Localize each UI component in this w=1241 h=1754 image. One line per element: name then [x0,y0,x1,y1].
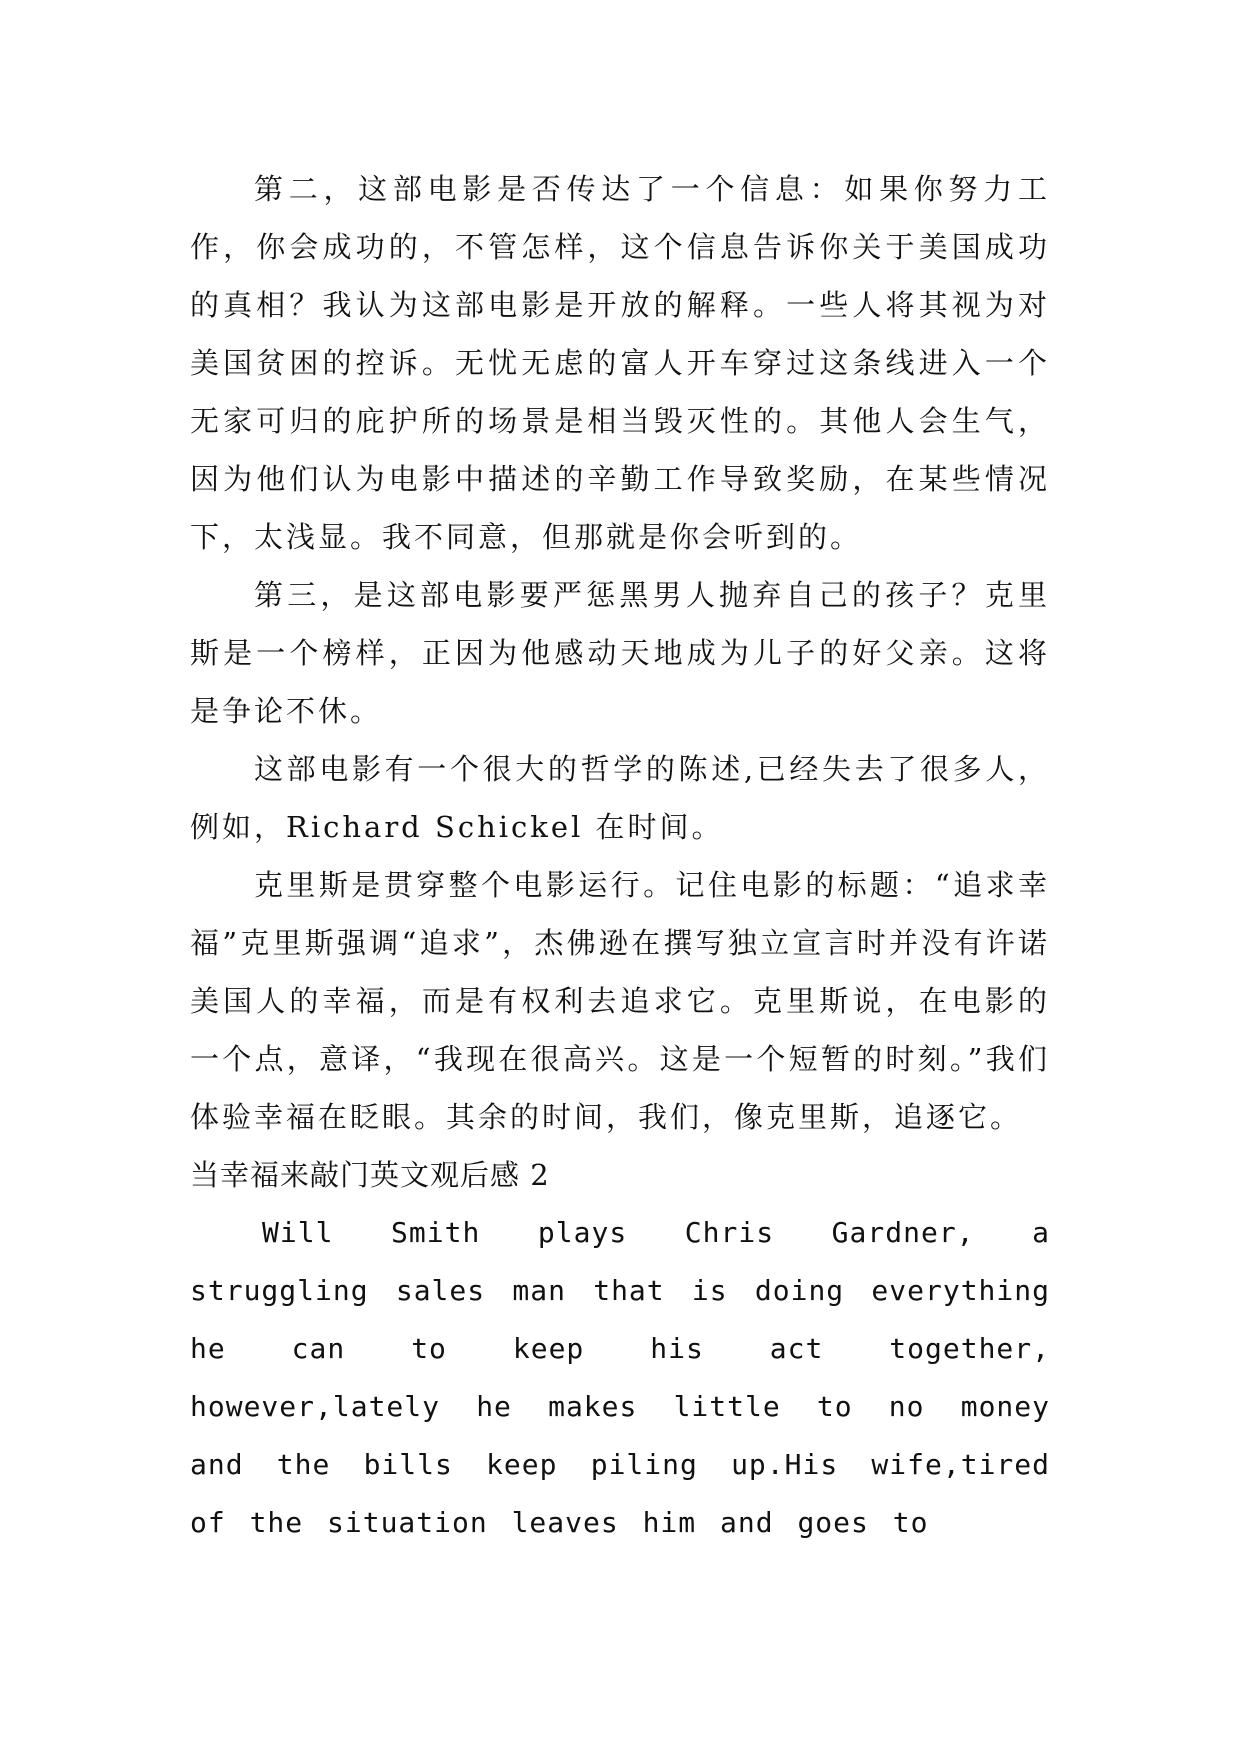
document-body [190,160,1050,1552]
paragraph-english: Will Smith plays Chris Gardner, a struggling sales man that is doing everything he can to keep his act together, however,lately he makes little to no money and the bills keep piling up.His wife,tired of the situation leaves him and goes to [190,1216,1050,1539]
paragraph-pursuit: 克里斯是贯穿整个电影运行。记住电影的标题：“追求幸福”克里斯强调“追求”，杰佛逊在撰写独立宣言时并没有许诺美国人的幸福，而是有权利去追求它。克里斯说，在电影的一个点，意译，“我现在很高兴。这是一个短暂的时刻。”我们体验幸福在眨眼。其余的时间，我们，像克里斯，追逐它。 [190,868,1050,1134]
section-heading: 当幸福来敲门英文观后感 2 [190,1158,550,1192]
paragraph-philosophy: 这部电影有一个很大的哲学的陈述,已经失去了很多人，例如，Richard Schickel 在时间。 [190,752,1050,844]
paragraph-third-point: 第三，是这部电影要严惩黑男人抛弃自己的孩子？克里斯是一个榜样，正因为他感动天地成为儿子的好父亲。这将是争论不休。 [190,578,1050,728]
paragraph-second-point: 第二，这部电影是否传达了一个信息：如果你努力工作，你会成功的，不管怎样，这个信息告诉你关于美国成功的真相？我认为这部电影是开放的解释。一些人将其视为对美国贫困的控诉。无忧无虑的富人开车穿过这条线进入一个无家可归的庇护所的场景是相当毁灭性的。其他人会生气，因为他们认为电影中描述的辛勤工作导致奖励，在某些情况下，太浅显。我不同意，但那就是你会听到的。 [190,172,1050,554]
